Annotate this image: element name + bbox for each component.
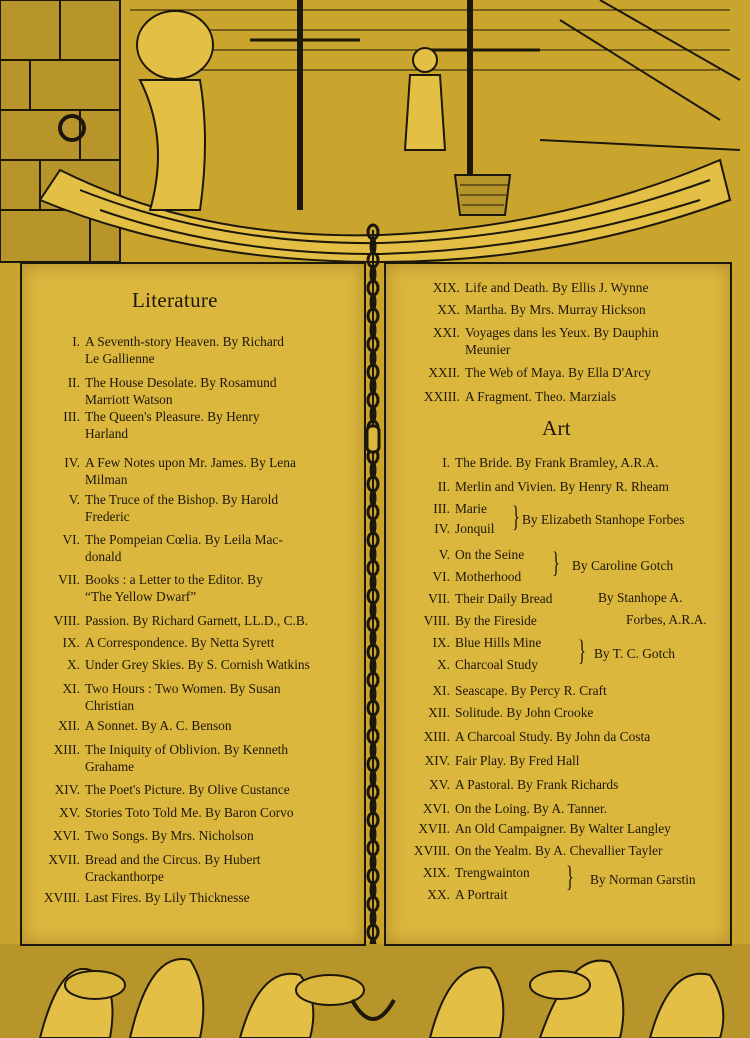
literature-entry-number: III. xyxy=(63,409,80,424)
credit-forbes-stanhope-1: By Stanhope A. xyxy=(598,590,683,605)
art-entry-title: A Pastoral. By Frank Richards xyxy=(455,777,619,792)
literature-entry-number: VIII. xyxy=(53,613,80,628)
literature-cont-entry-title xyxy=(465,279,648,296)
literature-entry-line1: A Few Notes upon Mr. James. By Lena xyxy=(85,455,296,470)
art-entry-number: V. xyxy=(438,547,450,562)
literature-entry-title xyxy=(85,531,283,565)
literature-cont-entry-line1: Life and Death. By Ellis J. Wynne xyxy=(465,280,649,295)
art-entry-title: Their Daily Bread xyxy=(455,591,553,606)
literature-entry-number: I. xyxy=(72,334,80,349)
art-entry-title: A Charcoal Study. By John da Costa xyxy=(455,729,651,744)
brace-forbes: } xyxy=(512,500,520,533)
literature-entry-number: XIV. xyxy=(54,782,80,797)
literature-cont-entry-title xyxy=(465,388,616,405)
literature-entry-title xyxy=(85,804,294,821)
literature-cont-entry-number: XXI. xyxy=(432,325,460,340)
art-entry-number: IV. xyxy=(434,521,450,536)
art-entry-number: XIII. xyxy=(423,729,450,744)
art-entry-number: III. xyxy=(433,501,450,516)
credit-forbes-stanhope-2: Forbes, A.R.A. xyxy=(626,612,707,627)
literature-entry-number: XV. xyxy=(59,805,80,820)
literature-cont-entry-number: XXII. xyxy=(428,365,460,380)
literature-entry-line2: Frederic xyxy=(85,509,130,524)
literature-entry-line1: The Pompeian Cœlia. By Leila Mac- xyxy=(85,532,283,547)
art-entry-number: XX. xyxy=(427,887,450,902)
art-entry-title: Fair Play. By Fred Hall xyxy=(455,753,580,768)
art-entry-title: The Bride. By Frank Bramley, A.R.A. xyxy=(455,455,659,470)
art-entry-number: VII. xyxy=(428,591,450,606)
literature-entry-line1: Two Hours : Two Women. By Susan xyxy=(85,681,281,696)
literature-entry-line1: Passion. By Richard Garnett, LL.D., C.B. xyxy=(85,613,309,628)
art-entry-title: Charcoal Study xyxy=(455,657,538,672)
literature-entry-title xyxy=(85,680,281,714)
credit-gotch-caroline: By Caroline Gotch xyxy=(572,558,674,573)
literature-entry-title xyxy=(85,491,278,525)
art-entry-title: A Portrait xyxy=(455,887,508,902)
literature-entry-title xyxy=(85,612,308,629)
art-entry-number: I. xyxy=(442,455,450,470)
credit-garstin: By Norman Garstin xyxy=(590,872,696,887)
literature-entry-line2: Harland xyxy=(85,426,129,441)
literature-cont-entry-title xyxy=(465,324,659,358)
literature-cont-entry-number: XX. xyxy=(437,302,460,317)
literature-entry-number: X. xyxy=(66,657,80,672)
literature-entry-line1: Two Songs. By Mrs. Nicholson xyxy=(85,828,254,843)
literature-cont-entry-line1: A Fragment. Theo. Marzials xyxy=(465,389,617,404)
literature-entry-line1: The Poet's Picture. By Olive Custance xyxy=(85,782,290,797)
literature-entry-number: IV. xyxy=(64,455,80,470)
art-entry-number: XI. xyxy=(432,683,450,698)
literature-cont-entry-line1: Voyages dans les Yeux. By Dauphin xyxy=(465,325,659,340)
literature-cont-entry-line1: Martha. By Mrs. Murray Hickson xyxy=(465,302,646,317)
art-entry-number: XV. xyxy=(429,777,450,792)
literature-entry-title xyxy=(85,781,290,798)
brace-gotch-caroline: } xyxy=(552,546,560,579)
literature-entry-line1: The House Desolate. By Rosamund xyxy=(85,375,277,390)
literature-entry-line2: Milman xyxy=(85,472,128,487)
literature-entry-title xyxy=(85,889,250,906)
art-entry-number: VIII. xyxy=(423,613,450,628)
literature-entry-title xyxy=(85,717,232,734)
art-entry-title: Marie xyxy=(455,501,487,516)
art-entry-number: XII. xyxy=(428,705,450,720)
art-entry-title: Merlin and Vivien. By Henry R. Rheam xyxy=(455,479,669,494)
art-heading: Art xyxy=(542,416,571,440)
literature-entry-title xyxy=(85,634,274,651)
literature-entry-number: XII. xyxy=(58,718,80,733)
art-entry-title: Solitude. By John Crooke xyxy=(455,705,594,720)
art-entry-number: XIX. xyxy=(422,865,450,880)
literature-entry-line2: Le Gallienne xyxy=(85,351,155,366)
credit-forbes-eliz: By Elizabeth Stanhope Forbes xyxy=(522,512,685,527)
art-entry-number: II. xyxy=(437,479,450,494)
literature-entry-title xyxy=(85,374,277,408)
literature-entry-number: XIII. xyxy=(53,742,80,757)
literature-cont-entry-title xyxy=(465,301,646,318)
literature-entry-title xyxy=(85,741,288,775)
art-entry-title: By the Fireside xyxy=(455,613,537,628)
literature-entry-number: VI. xyxy=(62,532,80,547)
credit-gotch-tc: By T. C. Gotch xyxy=(594,646,675,661)
art-entry-title: An Old Campaigner. By Walter Langley xyxy=(455,821,671,836)
art-entry-title: On the Loing. By A. Tanner. xyxy=(455,801,608,816)
literature-entry-number: XVI. xyxy=(52,828,80,843)
literature-entry-title xyxy=(85,656,310,673)
literature-entry-line1: Bread and the Circus. By Hubert xyxy=(85,852,261,867)
literature-entry-number: XI. xyxy=(62,681,80,696)
literature-entry-line1: Stories Toto Told Me. By Baron Corvo xyxy=(85,805,294,820)
literature-entry-line1: Last Fires. By Lily Thicknesse xyxy=(85,890,250,905)
art-entry-number: XVIII. xyxy=(413,843,450,858)
literature-entry-title xyxy=(85,571,263,605)
literature-entry-number: IX. xyxy=(62,635,80,650)
art-entry-title: On the Yealm. By A. Chevallier Tayler xyxy=(455,843,663,858)
art-entry-number: XIV. xyxy=(424,753,450,768)
literature-cont-entry-title xyxy=(465,364,651,381)
literature-entry-number: XVIII. xyxy=(43,890,80,905)
literature-entry-line2: Marriott Watson xyxy=(85,392,173,407)
literature-entry-line2: donald xyxy=(85,549,122,564)
literature-cont-entry-number: XIX. xyxy=(432,280,460,295)
art-entry-title: Motherhood xyxy=(455,569,522,584)
literature-entry-line1: A Seventh-story Heaven. By Richard xyxy=(85,334,284,349)
literature-entry-title xyxy=(85,408,260,442)
literature-cont-entry-line2: Meunier xyxy=(465,342,511,357)
art-entry-title: On the Seine xyxy=(455,547,525,562)
brace-garstin: } xyxy=(566,860,574,893)
art-entry-number: XVI. xyxy=(422,801,450,816)
art-entry-number: X. xyxy=(436,657,450,672)
art-entry-title: Trengwainton xyxy=(455,865,530,880)
literature-cont-entry-number: XXIII. xyxy=(423,389,460,404)
art-entry-number: XVII. xyxy=(418,821,450,836)
literature-entry-line1: The Queen's Pleasure. By Henry xyxy=(85,409,260,424)
literature-entry-line1: A Sonnet. By A. C. Benson xyxy=(85,718,232,733)
literature-entry-number: VII. xyxy=(58,572,80,587)
brace-gotch-tc: } xyxy=(578,634,586,667)
literature-entry-line1: The Iniquity of Oblivion. By Kenneth xyxy=(85,742,289,757)
literature-heading: Literature xyxy=(132,288,218,312)
art-entry-title: Jonquil xyxy=(455,521,495,536)
literature-entry-title xyxy=(85,333,284,367)
literature-entry-number: XVII. xyxy=(48,852,80,867)
literature-entry-number: V. xyxy=(68,492,80,507)
literature-entry-line1: Books : a Letter to the Editor. By xyxy=(85,572,263,587)
literature-entry-title xyxy=(85,851,261,885)
literature-entry-line2: Christian xyxy=(85,698,135,713)
literature-entry-title xyxy=(85,827,254,844)
art-entry-title: Seascape. By Percy R. Craft xyxy=(455,683,607,698)
art-entry-title: Blue Hills Mine xyxy=(455,635,542,650)
literature-entry-title xyxy=(85,454,296,488)
literature-cont-entry-line1: The Web of Maya. By Ella D'Arcy xyxy=(465,365,651,380)
art-entry-number: IX. xyxy=(432,635,450,650)
literature-entry-number: II. xyxy=(67,375,80,390)
literature-entry-line2: Grahame xyxy=(85,759,135,774)
literature-entry-line1: The Truce of the Bishop. By Harold xyxy=(85,492,279,507)
literature-entry-line2: “The Yellow Dwarf” xyxy=(85,589,197,604)
literature-entry-line1: A Correspondence. By Netta Syrett xyxy=(85,635,275,650)
art-entry-number: VI. xyxy=(432,569,450,584)
literature-entry-line2: Crackanthorpe xyxy=(85,869,164,884)
literature-entry-line1: Under Grey Skies. By S. Cornish Watkins xyxy=(85,657,310,672)
